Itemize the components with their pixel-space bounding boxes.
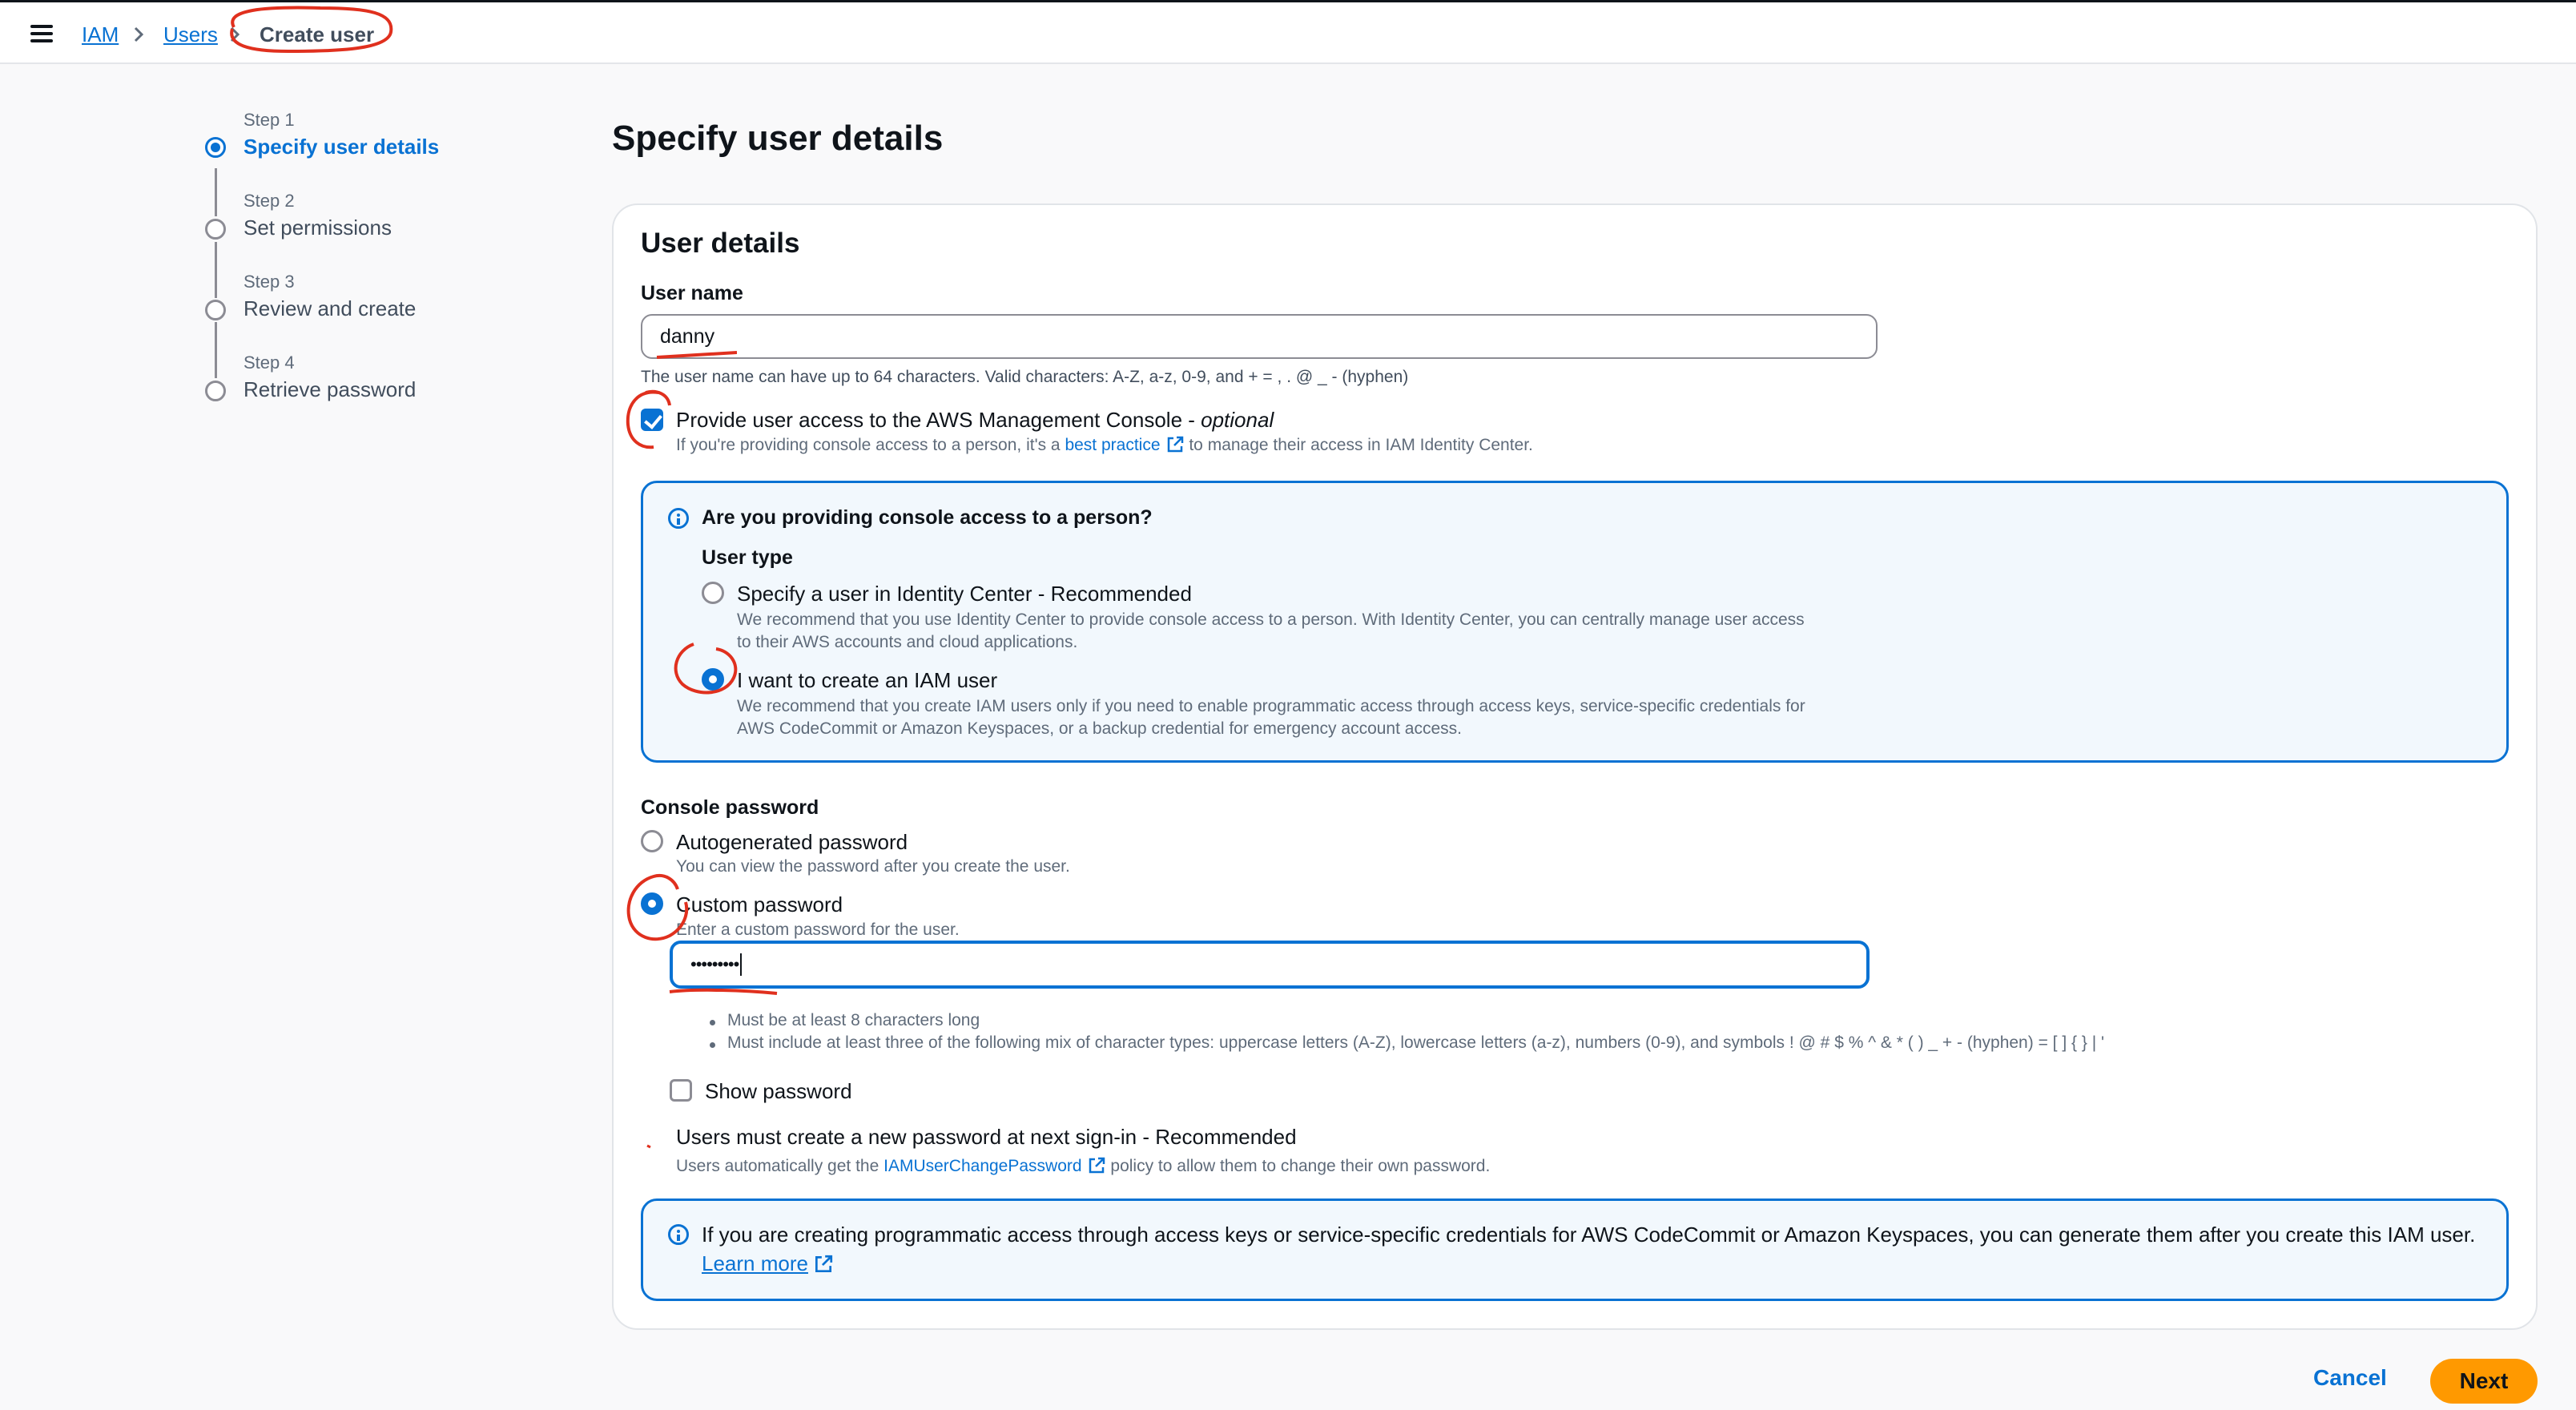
step-number: Step 3 [244,272,295,292]
username-input[interactable] [641,314,1878,359]
custom-password-input[interactable] [670,941,1870,989]
console-access-label: Provide user access to the AWS Management Console - optional [676,408,1274,432]
chevron-right-icon [128,23,149,46]
breadcrumb-current: Create user [260,22,375,46]
option-iam-user-desc-2: AWS CodeCommit or Amazon Keyspaces, or a backup credential for emergency account access. [737,719,1462,738]
reset-password-label: Users must create a new password at next sign-in - Recommended [676,1125,1297,1149]
step-retrieve-password: Retrieve password [244,377,417,401]
next-button[interactable]: Next [2430,1359,2538,1404]
user-type-label: User type [702,546,793,569]
autogenerated-password-desc: You can view the password after you create the user. [676,857,1070,876]
password-rule: Must include at least three of the following mix of character types: uppercase letters (A-Z), lowercase letters (a-z), numbers (0-9), and symbols ! @ # $ % ^ & * ( ) _ + - (hyphen) = [ ] { } | ' [727,1033,2104,1052]
radio-identity-center[interactable] [702,582,724,604]
option-identity-center-desc: We recommend that you use Identity Center to provide console access to a person. With Identity Center, you can centrally manage user access [737,610,1805,629]
section-heading: User details [641,228,800,259]
autogenerated-password-label: Autogenerated password [676,830,908,854]
menu-icon[interactable] [30,25,54,42]
option-identity-center-desc-2: to their AWS accounts and cloud applications. [737,633,1078,651]
info-icon [668,1224,689,1245]
step-number: Step 1 [244,110,295,130]
console-password-label: Console password [641,796,819,819]
username-value: danny [660,324,715,348]
show-password-checkbox[interactable] [670,1079,692,1102]
step-set-permissions: Set permissions [244,216,392,240]
external-link-icon [1087,1156,1106,1175]
radio-iam-user[interactable] [702,668,724,691]
custom-password-value: ••••••••• [690,954,739,974]
step-number: Step 2 [244,191,295,211]
custom-password-desc: Enter a custom password for the user. [676,921,960,939]
radio-custom-password[interactable] [641,892,663,915]
step-number: Step 4 [244,352,295,373]
info-icon [668,508,689,529]
step-connector [215,242,217,298]
external-link-icon [1165,435,1185,454]
programmatic-access-text: If you are creating programmatic access through access keys or service-specific credentials for AWS CodeCommit or Amazon Keyspaces, you can generate them after you create this IAM user. [702,1223,2476,1247]
radio-autogenerated-password[interactable] [641,830,663,852]
chevron-right-icon [224,23,245,46]
console-access-checkbox[interactable] [641,409,663,431]
step-connector [215,322,217,378]
username-label: User name [641,282,743,304]
step-connector [215,168,217,216]
option-iam-user-label: I want to create an IAM user [737,668,998,692]
page-title: Specify user details [612,119,944,158]
step-indicator [205,219,226,240]
top-navigation-bar [0,0,2576,64]
step-indicator [205,381,226,401]
password-rule: Must be at least 8 characters long [727,1011,980,1029]
programmatic-access-info-box [641,1198,2509,1301]
option-identity-center-label: Specify a user in Identity Center - Recommended [737,582,1192,606]
text-cursor [740,953,742,976]
cancel-button[interactable]: Cancel [2313,1365,2387,1390]
info-box-title: Are you providing console access to a person? [702,506,1153,529]
step-review-and-create: Review and create [244,296,417,320]
step-indicator [205,300,226,320]
breadcrumb-users[interactable]: Users [163,22,218,46]
external-link-icon [813,1254,834,1275]
step-indicator-active [205,137,226,158]
step-link-specify-user-details[interactable]: Specify user details [244,135,440,159]
custom-password-label: Custom password [676,892,843,916]
learn-more-link[interactable]: Learn more [702,1251,834,1276]
iam-user-change-password-link[interactable]: IAMUserChangePassword [883,1157,1082,1175]
breadcrumb-iam[interactable]: IAM [82,22,119,46]
show-password-label: Show password [705,1079,852,1103]
option-iam-user-desc: We recommend that you create IAM users only if you need to enable programmatic access through access keys, service-specific credentials for [737,697,1805,715]
username-hint: The user name can have up to 64 characters. Valid characters: A-Z, a-z, 0-9, and + = , . @ _ - (hyphen) [641,368,1409,386]
console-access-description: If you're providing console access to a person, it's a best practice to manage their access in IAM Identity Center. [676,436,1533,454]
best-practice-link[interactable]: best practice [1065,436,1161,454]
reset-password-description: Users automatically get the IAMUserChangePassword policy to allow them to change their own password. [676,1157,1491,1175]
